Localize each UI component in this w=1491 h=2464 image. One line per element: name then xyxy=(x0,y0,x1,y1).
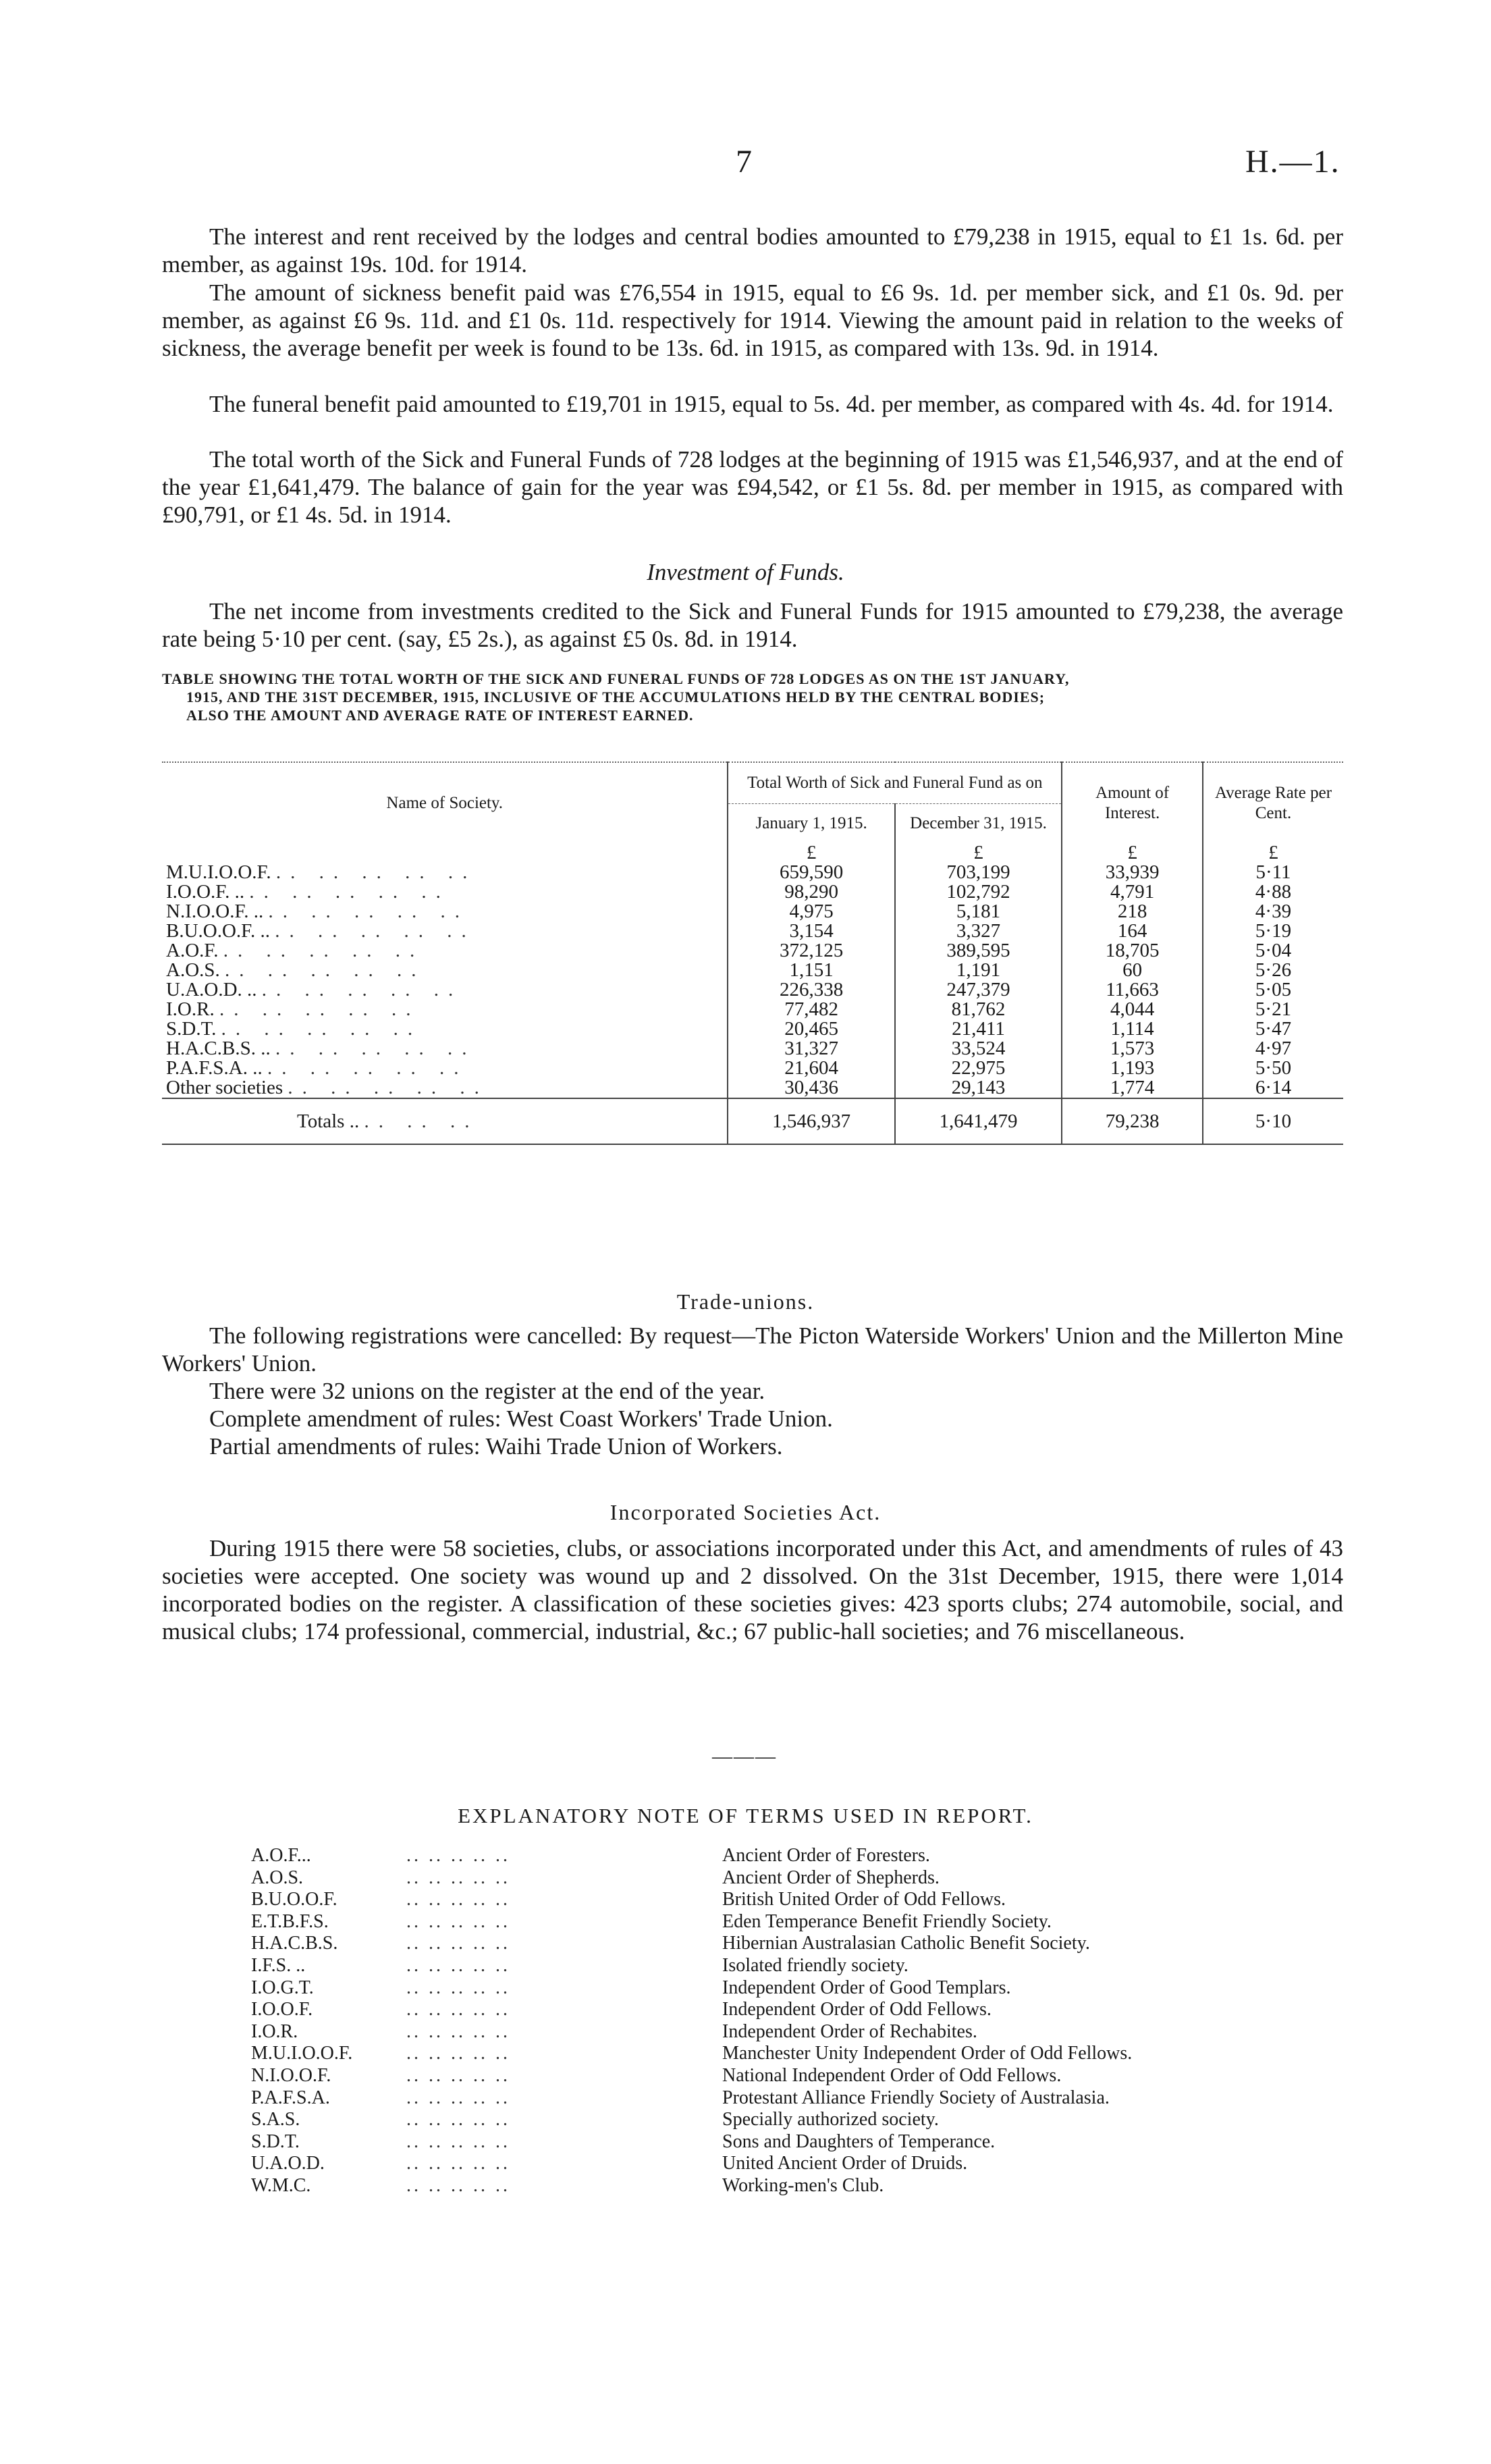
abbreviation-row xyxy=(251,1933,1264,1955)
leader-dots: .. .. .. .. .. xyxy=(288,1078,489,1098)
jan-cell: 659,590 xyxy=(728,863,894,882)
society-name-cell xyxy=(162,921,728,941)
leader-dots: .. .. .. .. .. xyxy=(268,902,470,921)
interest-cell: 11,663 xyxy=(1062,980,1203,1000)
abbreviation-row xyxy=(251,2043,1264,2065)
abbreviation-meaning: Isolated friendly society. xyxy=(722,1954,909,1976)
section-separator: ——— xyxy=(712,1745,777,1767)
leader-dots: .. .. .. .. .. xyxy=(406,2043,510,2064)
abbreviation-meaning: Protestant Alliance Friendly Society of Australasia. xyxy=(722,2087,1110,2108)
leader-dots: .. .. .. .. .. xyxy=(219,1000,421,1019)
paragraph-text: The interest and rent received by the lodges and central bodies amounted to £79,238 in 1915, equal to £1 1s. 6d. per member, as against 19s. 10d. for 1914. xyxy=(162,223,1343,277)
col-interest-header: Amount of Interest. xyxy=(1062,762,1203,843)
table-header-row xyxy=(162,762,1343,804)
abbreviation-row xyxy=(251,1867,1264,1890)
dec-cell: 247,379 xyxy=(895,980,1062,1000)
jan-cell: 4,975 xyxy=(728,902,894,921)
abbreviation-code: W.M.C. xyxy=(251,2174,311,2196)
abbreviation-code: E.T.B.F.S. xyxy=(251,1910,329,1932)
investment-heading: Investment of Funds. xyxy=(647,559,844,585)
society-name: N.I.O.O.F. .. xyxy=(166,902,264,921)
leader-dots: .. .. .. .. .. xyxy=(406,2087,510,2108)
abbreviation-meaning: Sons and Daughters of Temperance. xyxy=(722,2131,996,2152)
society-name-cell xyxy=(162,1000,728,1019)
abbreviation-row xyxy=(251,1889,1264,1911)
society-name: Other societies xyxy=(166,1078,283,1098)
table-row xyxy=(162,1078,1343,1098)
leader-dots: .. .. .. .. .. xyxy=(406,1910,510,1932)
leader-dots: .. .. .. .. .. xyxy=(406,1933,510,1954)
unit-cell: £ xyxy=(1062,843,1203,863)
rate-cell: 6·14 xyxy=(1203,1078,1343,1098)
table-row xyxy=(162,902,1343,921)
abbreviation-code: A.O.S. xyxy=(251,1867,304,1888)
funds-table xyxy=(162,761,1343,1145)
rate-cell: 4·97 xyxy=(1203,1039,1343,1059)
col-dec-header: December 31, 1915. xyxy=(895,804,1062,844)
leader-dots: .. .. .. .. .. xyxy=(406,2020,510,2042)
society-name-cell xyxy=(162,1039,728,1059)
abbreviation-code: M.U.I.O.O.F. xyxy=(251,2043,353,2064)
society-name-cell xyxy=(162,961,728,980)
rate-cell: 5·21 xyxy=(1203,1000,1343,1019)
society-name: I.O.R. xyxy=(166,1000,215,1019)
totals-interest: 79,238 xyxy=(1062,1098,1203,1144)
society-name: U.A.O.D. .. xyxy=(166,980,257,1000)
society-name-cell xyxy=(162,902,728,921)
table-row xyxy=(162,1019,1343,1039)
paragraph-text: The amount of sickness benefit paid was £76,554 in 1915, equal to £6 9s. 1d. per member sick, and £1 0s. 9d. per member, as against £6 9s. 11d. and £1 0s. 11d. respectively for 1914. Viewing the amount paid in relation to the weeks of sickness, the average benefit per week is found to be 13s. 6d. in 1915, as compared with 13s. 9d. in 1914. xyxy=(162,279,1343,361)
interest-cell: 1,573 xyxy=(1062,1039,1203,1059)
leader-dots: .. .. .. .. .. xyxy=(406,1867,510,1888)
society-name-cell xyxy=(162,882,728,902)
dec-cell: 22,975 xyxy=(895,1059,1062,1078)
table-row xyxy=(162,863,1343,882)
leader-dots: .. .. .. .. .. xyxy=(275,921,476,941)
society-name-cell xyxy=(162,980,728,1000)
totals-rate: 5·10 xyxy=(1203,1098,1343,1144)
leader-dots: .. .. .. .. .. xyxy=(249,882,450,902)
rate-cell: 4·88 xyxy=(1203,882,1343,902)
leader-dots: .. .. .. .. .. xyxy=(267,1059,468,1078)
unit-cell: £ xyxy=(895,843,1062,863)
dec-cell: 102,792 xyxy=(895,882,1062,902)
table-row xyxy=(162,1059,1343,1078)
leader-dots: .. .. .. .. .. xyxy=(275,1039,477,1059)
paragraph-text: The funeral benefit paid amounted to £19,701 in 1915, equal to 5s. 4d. per member, as compared with 4s. 4d. for 1914. xyxy=(209,391,1334,417)
jan-cell: 20,465 xyxy=(728,1019,894,1039)
abbreviation-list xyxy=(251,1845,1264,2197)
unit-cell: £ xyxy=(1203,843,1343,863)
society-name: B.U.O.O.F. .. xyxy=(166,921,270,941)
jan-cell: 31,327 xyxy=(728,1039,894,1059)
abbreviation-row xyxy=(251,2065,1264,2087)
abbreviation-code: I.F.S. .. xyxy=(251,1954,306,1976)
society-name: A.O.S. xyxy=(166,961,220,980)
dec-cell: 81,762 xyxy=(895,1000,1062,1019)
interest-cell: 4,791 xyxy=(1062,882,1203,902)
totals-row xyxy=(162,1098,1343,1144)
caption-line: TABLE SHOWING THE TOTAL WORTH OF THE SICK AND FUNERAL FUNDS OF 728 LODGES AS ON THE 1ST JANUARY, xyxy=(162,670,1070,687)
leader-dots: .. .. .. .. .. xyxy=(406,2109,510,2131)
dec-cell: 3,327 xyxy=(895,921,1062,941)
abbreviation-row xyxy=(251,2021,1264,2043)
leader-dots: .. .. .. .. .. xyxy=(406,2131,510,2152)
totals-label-text: Totals .. xyxy=(297,1110,360,1132)
paragraph-text: The total worth of the Sick and Funeral Funds of 728 lodges at the beginning of 1915 was £1,546,937, and at the end of the year £1,641,479. The balance of gain for the year was £94,542, or £1 5s. 8d. per member in 1915, as compared with £90,791, or £1 4s. 5d. in 1914. xyxy=(162,446,1343,528)
table-row xyxy=(162,921,1343,941)
table-row xyxy=(162,1000,1343,1019)
abbreviation-row xyxy=(251,2109,1264,2131)
society-name-cell xyxy=(162,1059,728,1078)
abbreviation-row xyxy=(251,1977,1264,2000)
abbreviation-code: A.O.F... xyxy=(251,1845,311,1866)
jan-cell: 30,436 xyxy=(728,1078,894,1098)
interest-cell: 1,774 xyxy=(1062,1078,1203,1098)
totals-jan: 1,546,937 xyxy=(728,1098,894,1144)
interest-cell: 33,939 xyxy=(1062,863,1203,882)
paragraph-text: The net income from investments credited to the Sick and Funeral Funds for 1915 amounted to £79,238, the average rate being 5·10 per cent. (say, £5 2s.), as against £5 0s. 8d. in 1914. xyxy=(162,598,1343,652)
col-rate-header: Average Rate per Cent. xyxy=(1203,762,1343,843)
abbreviation-row xyxy=(251,1999,1264,2021)
abbreviation-code: N.I.O.O.F. xyxy=(251,2064,331,2086)
abbreviation-code: S.A.S. xyxy=(251,2109,300,2131)
rate-cell: 5·47 xyxy=(1203,1019,1343,1039)
society-name: S.D.T. xyxy=(166,1019,217,1039)
incorporated-societies-title: Incorporated Societies Act. xyxy=(609,1500,882,1524)
dec-cell: 703,199 xyxy=(895,863,1062,882)
abbreviation-code: U.A.O.D. xyxy=(251,2153,325,2174)
rate-cell: 5·04 xyxy=(1203,941,1343,961)
society-name-cell xyxy=(162,941,728,961)
leader-dots: .. .. .. .. .. xyxy=(406,1889,510,1910)
unit-cell: £ xyxy=(728,843,894,863)
abbreviation-row xyxy=(251,2153,1264,2175)
caption-line: ALSO THE AMOUNT AND AVERAGE RATE OF INTEREST EARNED. xyxy=(186,707,694,724)
abbreviation-code: P.A.F.S.A. xyxy=(251,2087,330,2108)
paragraph-worth xyxy=(162,446,1343,529)
interest-cell: 60 xyxy=(1062,961,1203,980)
leader-dots: .. .. .. .. .. xyxy=(223,941,425,961)
abbreviation-meaning: Manchester Unity Independent Order of Odd Fellows. xyxy=(722,2043,1133,2064)
leader-dots: .. .. .. .. .. xyxy=(221,1019,423,1039)
leader-dots: .. .. .. .. .. xyxy=(406,2174,510,2196)
explanatory-title: EXPLANATORY NOTE OF TERMS USED IN REPORT. xyxy=(458,1804,1033,1827)
leader-dots: .. .. .. .. .. xyxy=(406,2153,510,2174)
table-row xyxy=(162,961,1343,980)
abbreviation-row xyxy=(251,1911,1264,1933)
paragraph-interest xyxy=(162,223,1343,278)
col-jan-header: January 1, 1915. xyxy=(728,804,894,844)
dec-cell: 21,411 xyxy=(895,1019,1062,1039)
unit-row xyxy=(162,843,1343,863)
paragraph-investment xyxy=(162,597,1343,653)
dec-cell: 5,181 xyxy=(895,902,1062,921)
jan-cell: 21,604 xyxy=(728,1059,894,1078)
trade-unions-title: Trade-unions. xyxy=(676,1289,815,1314)
trade-union-line: There were 32 unions on the register at the end of the year. xyxy=(209,1378,765,1404)
paragraph-text: During 1915 there were 58 societies, clubs, or associations incorporated under this Act, and amendments of rules of 43 societies were accepted. One society was wound up and 2 dissolved. On the 31st December, 1915, there were 1,014 incorporated bodies on the register. A classification of these societies gives: 423 sports clubs; 274 automobile, social, and musical clubs; 174 professional, commercial, industrial, &c.; 67 public-hall societies; and 76 miscellaneous. xyxy=(162,1535,1343,1644)
leader-dots: .. .. .. .. .. xyxy=(406,2064,510,2086)
abbreviation-meaning: National Independent Order of Odd Fellows. xyxy=(722,2064,1062,2086)
page-number: 7 xyxy=(736,144,752,180)
abbreviation-meaning: Independent Order of Odd Fellows. xyxy=(722,1999,992,2020)
incorporated-societies-body xyxy=(162,1534,1343,1645)
caption-line: 1915, AND THE 31ST DECEMBER, 1915, INCLUSIVE OF THE ACCUMULATIONS HELD BY THE CENTRAL BODIES; xyxy=(186,689,1046,705)
society-name-cell xyxy=(162,1019,728,1039)
abbreviation-meaning: Ancient Order of Foresters. xyxy=(722,1845,930,1866)
abbreviation-meaning: Ancient Order of Shepherds. xyxy=(722,1867,940,1888)
leader-dots: .. .. .. .. .. xyxy=(225,961,426,980)
rate-cell: 5·26 xyxy=(1203,961,1343,980)
abbreviation-code: B.U.O.O.F. xyxy=(251,1889,337,1910)
col-group-header: Total Worth of Sick and Funeral Fund as on xyxy=(728,762,1062,804)
rate-cell: 5·05 xyxy=(1203,980,1343,1000)
dec-cell: 29,143 xyxy=(895,1078,1062,1098)
totals-label: Totals .. .. .. .. xyxy=(162,1098,728,1144)
society-name: I.O.O.F. .. xyxy=(166,882,245,902)
abbreviation-meaning: Hibernian Australasian Catholic Benefit Society. xyxy=(722,1933,1090,1954)
abbreviation-meaning: Independent Order of Rechabites. xyxy=(722,2020,977,2042)
abbreviation-meaning: British United Order of Odd Fellows. xyxy=(722,1889,1006,1910)
totals-dec: 1,641,479 xyxy=(895,1098,1062,1144)
interest-cell: 4,044 xyxy=(1062,1000,1203,1019)
table-row xyxy=(162,941,1343,961)
abbreviation-code: I.O.G.T. xyxy=(251,1977,314,1998)
abbreviation-meaning: Specially authorized society. xyxy=(722,2109,939,2131)
abbreviation-row xyxy=(251,1845,1264,1867)
interest-cell: 1,193 xyxy=(1062,1059,1203,1078)
col-name-header: Name of Society. xyxy=(386,793,504,812)
interest-cell: 218 xyxy=(1062,902,1203,921)
abbreviation-code: I.O.R. xyxy=(251,2020,298,2042)
leader-dots: .. .. .. .. .. xyxy=(406,1977,510,1998)
leader-dots: .. .. .. .. .. xyxy=(406,1954,510,1976)
jan-cell: 98,290 xyxy=(728,882,894,902)
leader-dots: .. .. .. .. .. xyxy=(406,1999,510,2020)
jan-cell: 3,154 xyxy=(728,921,894,941)
jan-cell: 372,125 xyxy=(728,941,894,961)
paragraph-funeral xyxy=(162,390,1343,418)
table-row xyxy=(162,980,1343,1000)
document-reference: H.—1. xyxy=(1245,144,1340,180)
abbreviation-meaning: Eden Temperance Benefit Friendly Society. xyxy=(722,1910,1052,1932)
abbreviation-meaning: Independent Order of Good Templars. xyxy=(722,1977,1011,1998)
table-row xyxy=(162,1039,1343,1059)
society-name: H.A.C.B.S. .. xyxy=(166,1039,271,1059)
trade-union-line: Partial amendments of rules: Waihi Trade Union of Workers. xyxy=(209,1433,783,1459)
leader-dots: .. .. .. .. .. xyxy=(406,1845,510,1866)
rate-cell: 5·11 xyxy=(1203,863,1343,882)
society-name: A.O.F. xyxy=(166,941,219,961)
abbreviation-code: S.D.T. xyxy=(251,2131,300,2152)
abbreviation-row xyxy=(251,2087,1264,2110)
leader-dots: .. .. .. .. .. xyxy=(261,980,463,1000)
society-name: M.U.I.O.O.F. xyxy=(166,863,271,882)
abbreviation-row xyxy=(251,2175,1264,2197)
rate-cell: 4·39 xyxy=(1203,902,1343,921)
rate-cell: 5·50 xyxy=(1203,1059,1343,1078)
jan-cell: 226,338 xyxy=(728,980,894,1000)
interest-cell: 1,114 xyxy=(1062,1019,1203,1039)
table-caption xyxy=(162,670,1343,724)
trade-union-line: The following registrations were cancelled: By request—The Picton Waterside Workers' Union and the Millerton Mine Workers' Union. xyxy=(162,1322,1343,1376)
interest-cell: 164 xyxy=(1062,921,1203,941)
dec-cell: 33,524 xyxy=(895,1039,1062,1059)
dec-cell: 1,191 xyxy=(895,961,1062,980)
interest-cell: 18,705 xyxy=(1062,941,1203,961)
dec-cell: 389,595 xyxy=(895,941,1062,961)
jan-cell: 77,482 xyxy=(728,1000,894,1019)
society-name-cell xyxy=(162,1078,728,1098)
abbreviation-meaning: Working-men's Club. xyxy=(722,2174,884,2196)
table-row xyxy=(162,882,1343,902)
jan-cell: 1,151 xyxy=(728,961,894,980)
abbreviation-code: H.A.C.B.S. xyxy=(251,1933,338,1954)
paragraph-sickness xyxy=(162,279,1343,362)
society-name: P.A.F.S.A. .. xyxy=(166,1059,263,1078)
trade-unions-body xyxy=(162,1322,1343,1460)
trade-union-line: Complete amendment of rules: West Coast Workers' Trade Union. xyxy=(209,1405,833,1432)
abbreviation-meaning: United Ancient Order of Druids. xyxy=(722,2153,968,2174)
abbreviation-code: I.O.O.F. xyxy=(251,1999,313,2020)
rate-cell: 5·19 xyxy=(1203,921,1343,941)
society-name-cell xyxy=(162,863,728,882)
leader-dots: .. .. .. .. .. xyxy=(275,863,477,882)
abbreviation-row xyxy=(251,2131,1264,2153)
abbreviation-row xyxy=(251,1955,1264,1977)
